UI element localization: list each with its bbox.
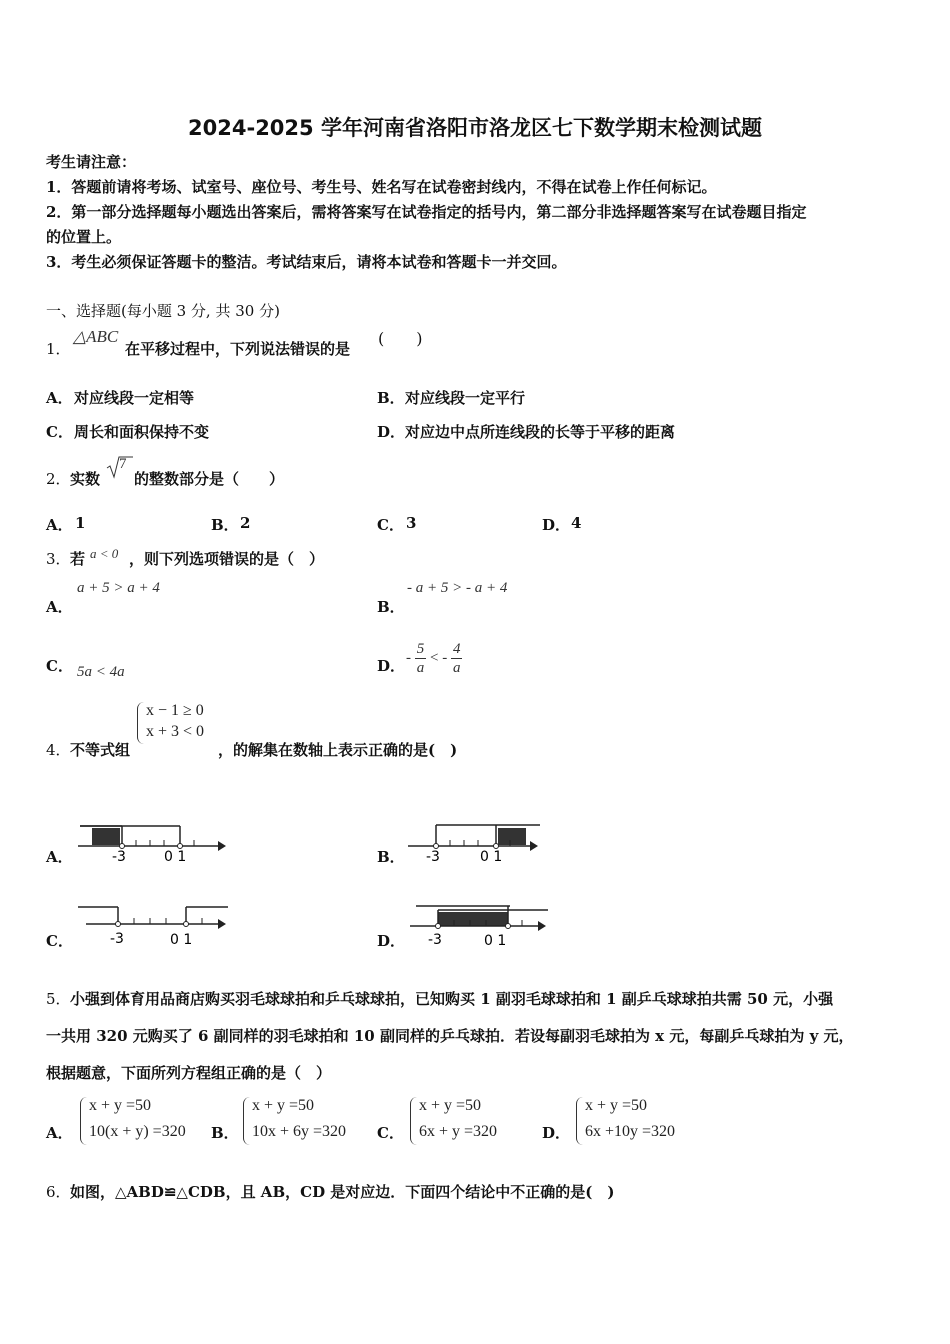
- q1-text: 在平移过程中，下列说法错误的是: [125, 340, 351, 358]
- q4-b-tick-neg3: -3: [426, 849, 440, 865]
- q3-d-den-2: a: [452, 660, 461, 676]
- notice-item-1: 1．答题前请将考场、试室号、座位号、考生号、姓名写在试卷密封线内，不得在试卷上作任何标记。: [46, 178, 717, 196]
- q1-option-b-label: B．: [377, 389, 405, 407]
- section-heading: 一、选择题(每小题 3 分, 共 30 分): [46, 302, 280, 320]
- q3-option-b: - a + 5 > - a + 4: [407, 580, 508, 596]
- q5-a-brace: [80, 1097, 87, 1145]
- page-title: 2024-2025 学年河南省洛阳市洛龙区七下数学期末检测试题: [188, 116, 762, 140]
- notice-heading: 考生请注意：: [46, 153, 137, 171]
- q2-radicand: 7: [119, 456, 127, 472]
- q3-d-num-1: 5: [416, 641, 425, 657]
- q5-number: 5．: [46, 990, 71, 1008]
- q4-number: 4．: [46, 741, 71, 759]
- q4-pre: 不等式组: [70, 741, 131, 759]
- q3-pre: 若: [70, 550, 86, 568]
- q3-d-relation: < -: [430, 649, 448, 666]
- q4-d-tick-neg3: -3: [428, 932, 442, 948]
- q1-option-b: 对应线段一定平行: [405, 389, 526, 407]
- q5-option-d-system: [576, 1097, 706, 1147]
- q3-d-fraction-2: [451, 640, 463, 677]
- q4-c-tick-neg3: -3: [110, 931, 124, 947]
- q5-c-eq2: 6x + y =320: [419, 1123, 498, 1140]
- q2-option-d-label: D．: [542, 516, 571, 534]
- q1-option-d-label: D．: [377, 423, 406, 441]
- q5-d-eq1: x + y =50: [585, 1097, 648, 1114]
- q5-b-eq1: x + y =50: [252, 1097, 315, 1114]
- q3-option-a-label: A．: [46, 598, 73, 616]
- q4-d-tick-01: 0 1: [484, 933, 507, 949]
- q5-b-brace: [243, 1097, 250, 1145]
- q2-number: 2．: [46, 470, 71, 488]
- q4-post: ，的解集在数轴上表示正确的是( ): [218, 741, 458, 759]
- q2-option-b: 2: [240, 514, 251, 532]
- q3-d-den-1: a: [416, 660, 425, 676]
- q5-option-c-label: C．: [377, 1124, 404, 1142]
- q2-option-b-label: B．: [211, 516, 239, 534]
- q4-option-b-number-line: [408, 818, 558, 866]
- q3-option-d-label: D．: [377, 657, 406, 675]
- q4-option-d-number-line: [410, 902, 550, 950]
- q2-pre: 实数: [70, 470, 101, 488]
- q2-option-c: 3: [406, 514, 417, 532]
- q5-b-eq2: 10x + 6y =320: [252, 1123, 347, 1140]
- q4-option-a-label: A．: [46, 848, 73, 866]
- q2-option-c-label: C．: [377, 516, 404, 534]
- q1-option-a: 对应线段一定相等: [74, 389, 195, 407]
- q6-number: 6．: [46, 1183, 71, 1201]
- q5-option-b-system: [243, 1097, 373, 1147]
- q5-option-b-label: B．: [211, 1124, 239, 1142]
- q1-option-c-label: C．: [46, 423, 73, 441]
- q4-option-c-number-line: [78, 902, 228, 950]
- q3-d-num-2: 4: [452, 641, 461, 657]
- q4-c-tick-01: 0 1: [170, 932, 193, 948]
- q2-post: 的整数部分是（ ）: [134, 470, 285, 488]
- q5-option-d-label: D．: [542, 1124, 571, 1142]
- q1-number: 1．: [46, 340, 71, 358]
- q1-option-c: 周长和面积保持不变: [74, 423, 210, 441]
- q1-option-a-label: A．: [46, 389, 73, 407]
- q4-option-d-label: D．: [377, 932, 406, 950]
- q4-inequality-system: [137, 702, 227, 746]
- q3-option-c-label: C．: [46, 657, 73, 675]
- notice-item-2-cont: 的位置上。: [46, 228, 122, 246]
- q4-a-tick-01: 0 1: [164, 849, 187, 865]
- q4-a-tick-neg3: -3: [112, 849, 126, 865]
- q5-option-a-label: A．: [46, 1124, 73, 1142]
- q4-ineq-2: x + 3 < 0: [146, 723, 205, 740]
- q4-option-c-label: C．: [46, 932, 73, 950]
- q3-number: 3．: [46, 550, 71, 568]
- q3-option-a: a + 5 > a + 4: [77, 580, 160, 596]
- q5-line-3: 根据题意，下面所列方程组正确的是（ ）: [46, 1064, 332, 1082]
- q3-d-sign: -: [406, 649, 411, 666]
- q6-text: 如图，△ABD≌△CDB，且 AB，CD 是对应边．下面四个结论中不正确的是( ): [70, 1183, 615, 1201]
- q4-b-tick-01: 0 1: [480, 849, 503, 865]
- q5-option-a-system: [80, 1097, 210, 1147]
- q5-line-2: 一共用 320 元购买了 6 副同样的羽毛球拍和 10 副同样的乒乓球拍．若设每副羽毛球拍为 x 元，每副乒乓球拍为 y 元，: [46, 1027, 854, 1045]
- q3-option-c: 5a < 4a: [77, 664, 125, 680]
- q5-d-brace: [576, 1097, 583, 1145]
- q5-a-eq1: x + y =50: [89, 1097, 152, 1114]
- q4-option-b-label: B．: [377, 848, 405, 866]
- q3-option-d: [406, 640, 462, 677]
- q5-line-1: 小强到体育用品商店购买羽毛球球拍和乒乓球球拍，已知购买 1 副羽毛球球拍和 1 副乒乓球球拍共需 50 元，小强: [70, 990, 834, 1008]
- q1-paren: ( ): [378, 329, 423, 348]
- q4-option-a-number-line: [78, 818, 228, 866]
- q3-d-fraction-1: [415, 640, 427, 677]
- q4-ineq-1: x − 1 ≥ 0: [146, 702, 204, 719]
- q2-option-a-label: A．: [46, 516, 73, 534]
- q2-option-d: 4: [571, 514, 582, 532]
- notice-item-3: 3．考生必须保证答题卡的整洁。考试结束后，请将本试卷和答题卡一并交回。: [46, 253, 567, 271]
- q3-post: ，则下列选项错误的是（ ）: [129, 550, 325, 568]
- q2-option-a: 1: [75, 514, 86, 532]
- q5-a-eq2: 10(x + y) =320: [89, 1123, 186, 1140]
- q5-option-c-system: [410, 1097, 530, 1147]
- q5-c-brace: [410, 1097, 417, 1145]
- q1-option-d: 对应边中点所连线段的长等于平移的距离: [405, 423, 676, 441]
- q4-brace: [137, 702, 144, 744]
- notice-item-2: 2．第一部分选择题每小题选出答案后，需将答案写在试卷指定的括号内，第二部分非选择题答案写在试卷题目指定: [46, 203, 807, 221]
- q3-condition: a < 0: [90, 546, 119, 561]
- q5-c-eq1: x + y =50: [419, 1097, 482, 1114]
- q5-d-eq2: 6x +10y =320: [585, 1123, 676, 1140]
- q3-option-b-label: B．: [377, 598, 405, 616]
- q1-math: △ABC: [73, 327, 119, 346]
